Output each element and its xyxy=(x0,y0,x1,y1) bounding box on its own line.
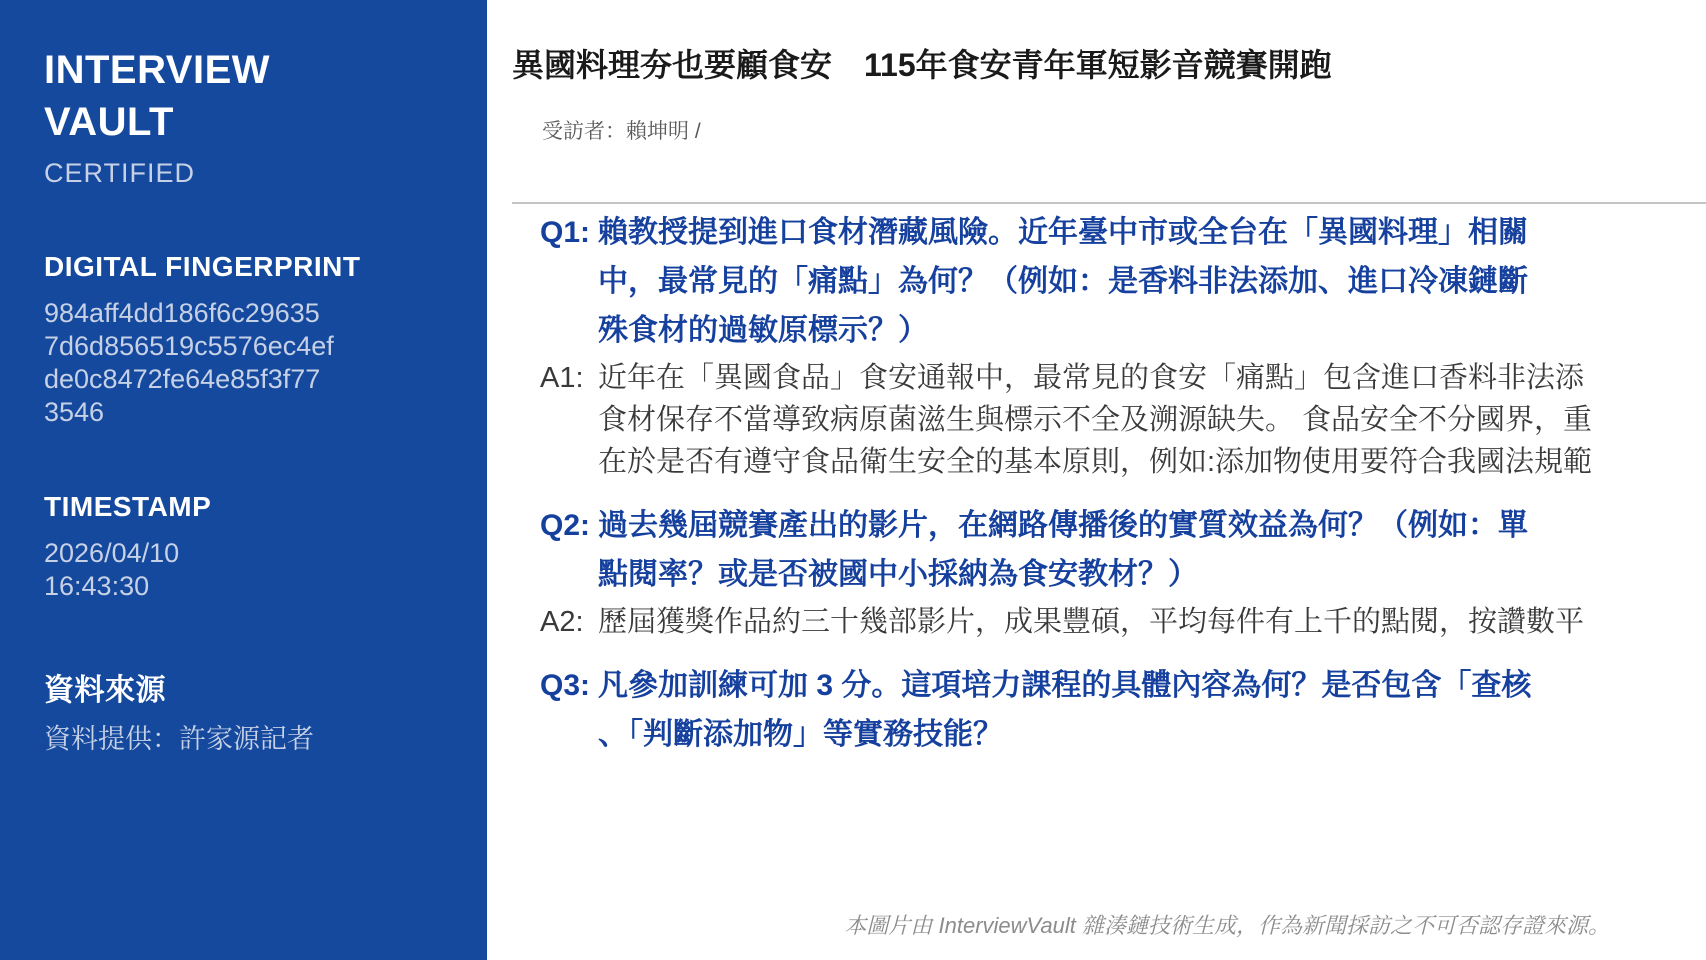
provenance-footer-note: 本圖片由 InterviewVault 雜湊鏈技術生成，作為新聞採訪之不可否認存證來源。 xyxy=(844,913,1610,938)
fingerprint-hash-line: 984aff4dd186f6c29635 xyxy=(44,298,320,328)
article-content xyxy=(487,0,1706,960)
answer-line: 近年在「異國食品」食安通報中，最常見的食安「痛點」包含進口香料非法添 xyxy=(598,362,1585,394)
timestamp-section xyxy=(44,491,457,603)
answer-label: A2: xyxy=(540,606,584,638)
certified-label: CERTIFIED xyxy=(44,158,196,188)
source-section xyxy=(44,665,457,756)
source-provider: 資料提供：許家源記者 xyxy=(44,724,314,754)
qa-block-a1 xyxy=(540,357,1706,483)
answer-text xyxy=(598,357,1706,483)
fingerprint-heading: DIGITAL FINGERPRINT xyxy=(44,251,361,282)
answer-line: 食材保存不當導致病原菌滋生與標示不全及溯源缺失。 食品安全不分國界，重 xyxy=(598,404,1593,436)
question-line: 殊食材的過敏原標示？） xyxy=(598,314,928,347)
fingerprint-hash-line: 3546 xyxy=(44,397,105,427)
question-line: 點閱率？或是否被國中小採納為食安教材？） xyxy=(598,558,1198,591)
answer-line: 歷屆獲獎作品約三十幾部影片，成果豐碩，平均每件有上千的點閱，按讚數平 xyxy=(598,606,1585,638)
question-line: 過去幾屆競賽產出的影片，在網路傳播後的實質效益為何？（例如：單 xyxy=(598,509,1528,542)
qa-block-q1 xyxy=(540,208,1706,355)
timestamp-heading: TIMESTAMP xyxy=(44,491,212,522)
answer-label: A1: xyxy=(540,362,584,394)
fingerprint-section xyxy=(44,251,457,429)
sidebar xyxy=(0,0,487,960)
question-line: 凡參加訓練可加 3 分。這項培力課程的具體內容為何？是否包含「查核 xyxy=(598,669,1532,702)
fingerprint-hash-line: de0c8472fe64e85f3f77 xyxy=(44,364,321,394)
question-label: Q2: xyxy=(540,509,591,542)
source-heading: 資料來源 xyxy=(44,674,166,707)
brand-line-2: VAULT xyxy=(44,100,174,144)
question-text xyxy=(598,501,1706,599)
question-line: 中，最常見的「痛點」為何？（例如：是香料非法添加、進口冷凍鏈斷 xyxy=(598,265,1528,298)
question-line: 、「判斷添加物」等實務技能？ xyxy=(598,718,1003,751)
brand-logo xyxy=(44,44,457,189)
question-line: 賴教授提到進口食材潛藏風險。近年臺中市或全台在「異國料理」相關 xyxy=(598,216,1528,249)
divider xyxy=(512,202,1706,204)
question-text xyxy=(598,208,1706,355)
article-title: 異國料理夯也要顧食安 115年食安青年軍短影音競賽開跑 xyxy=(512,47,1332,83)
qa-block-q2 xyxy=(540,501,1706,599)
timestamp-date: 2026/04/10 xyxy=(44,538,180,568)
interviewee-byline: 受訪者：賴坤明 / xyxy=(542,120,701,143)
timestamp-value xyxy=(44,537,457,603)
timestamp-time: 16:43:30 xyxy=(44,571,150,601)
brand-line-1: INTERVIEW xyxy=(44,48,271,92)
fingerprint-hash xyxy=(44,297,457,429)
qa-block-a2 xyxy=(540,601,1706,643)
qa-block-q3 xyxy=(540,661,1706,759)
fingerprint-hash-line: 7d6d856519c5576ec4ef xyxy=(44,331,334,361)
answer-text xyxy=(598,601,1706,643)
question-label: Q1: xyxy=(540,216,591,249)
answer-line: 在於是否有遵守食品衛生安全的基本原則，例如:添加物使用要符合我國法規範 xyxy=(598,446,1593,478)
question-text xyxy=(598,661,1706,759)
question-label: Q3: xyxy=(540,669,591,702)
